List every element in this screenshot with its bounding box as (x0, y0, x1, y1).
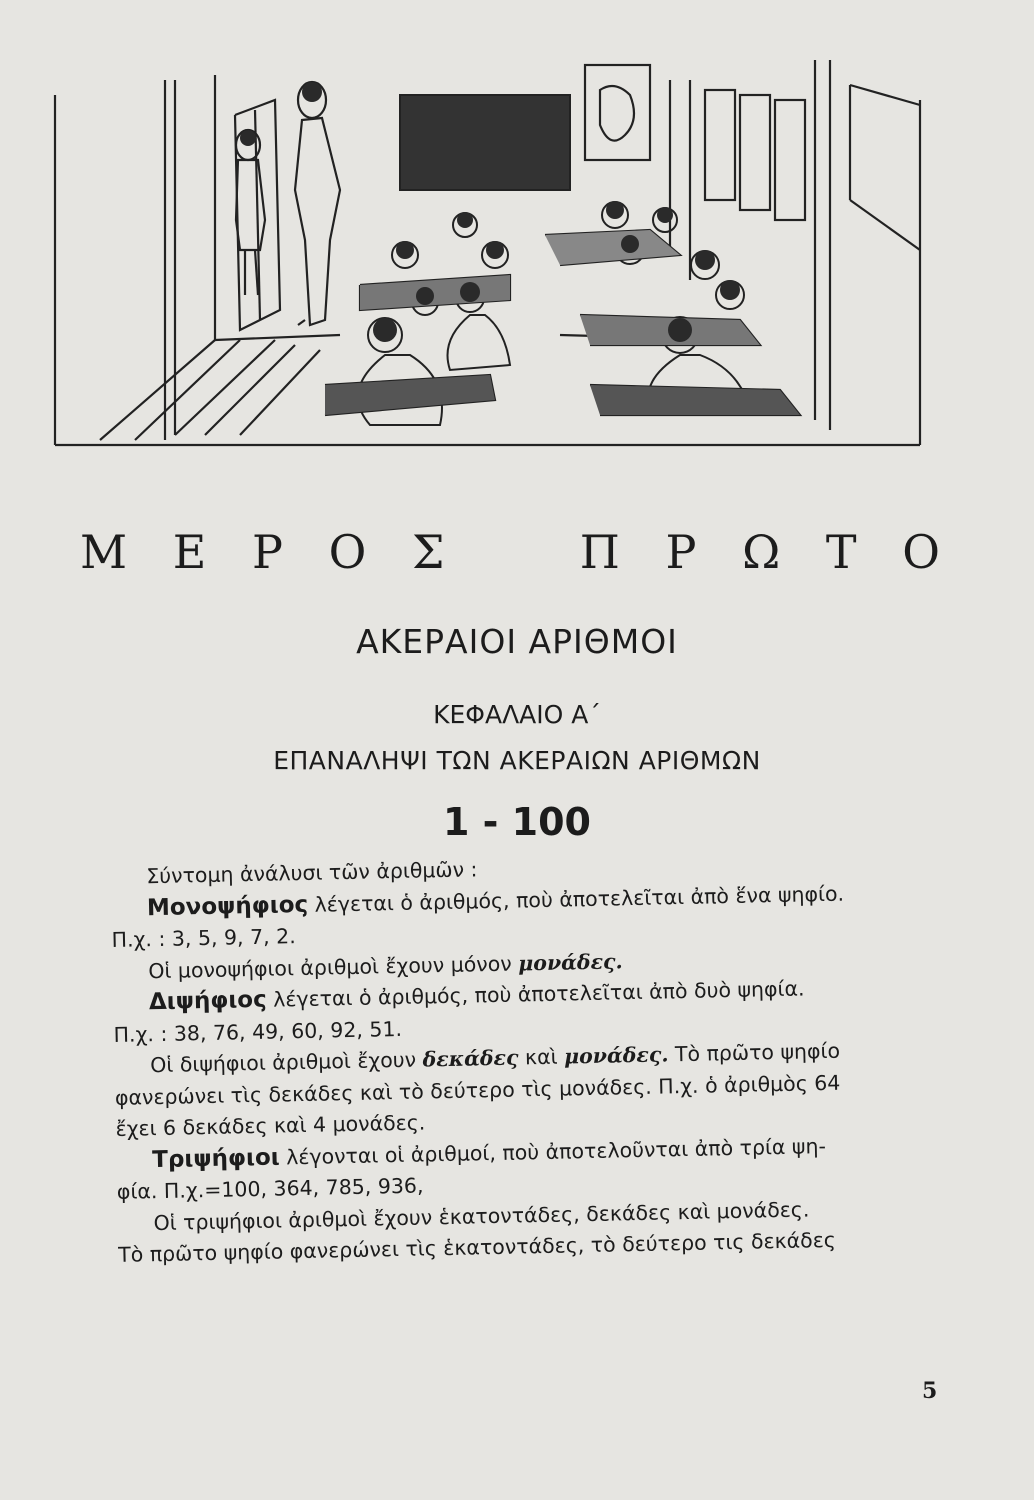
text-span: Π.χ. : 3, 5, 9, 7, 2. (111, 924, 296, 952)
part-title-letter: Ο (328, 525, 367, 579)
text-span: φία. Π.χ.=100, 364, 785, 936, (116, 1173, 424, 1204)
text-span: λέγεται ὁ ἀριθμός, ποὺ ἀποτελεῖται ἀπὸ ἕνα ψηφίο. (307, 881, 845, 917)
chapter-subtitle: ΕΠΑΝΑΛΗΨΙ ΤΩΝ ΑΚΕΡΑΙΩΝ ΑΡΙΘΜΩΝ (273, 746, 761, 775)
part-title-letter: Τ (825, 525, 857, 579)
text-span: λέγεται ὁ ἀριθμός, ποὺ ἀποτελεῖται ἀπὸ δυὸ ψηφία. (266, 976, 805, 1012)
text-span: καὶ (518, 1044, 565, 1070)
text-span: Τὸ πρῶτο ψηφίο φανερώνει τὶς ἑκατοντάδες, τὸ δεύτερο τις δεκάδες (117, 1227, 837, 1267)
term-tripsifioi: Τριψήφιοι (151, 1144, 280, 1173)
body-text (110, 845, 948, 1272)
text-span: ἔχει 6 δεκάδες καὶ 4 μονάδες. (115, 1110, 426, 1141)
part-title-letter: Ε (172, 525, 207, 579)
part-title (80, 525, 940, 579)
text-span: φανερώνει τὶς δεκάδες καὶ τὸ δεύτερο τὶς μονάδες. Π.χ. ὁ ἀριθμὸς 64 (114, 1070, 841, 1110)
page-number: 5 (922, 1378, 938, 1404)
text-span: Οἱ μονοψήφιοι ἀριθμοὶ ἔχουν μόνον (148, 950, 519, 983)
part-title-letter: Π (579, 525, 620, 579)
emphasis: δεκάδες (422, 1045, 519, 1072)
text-span: Οἱ διψήφιοι ἀριθμοὶ ἔχουν (150, 1047, 423, 1078)
section-title: ΑΚΕΡΑΙΟΙ ΑΡΙΘΜΟΙ (356, 622, 678, 661)
part-title-letter: Ω (742, 525, 781, 579)
text-span: Σύντομη ἀνάλυσι τῶν ἀριθμῶν : (146, 857, 478, 889)
text-span: λέγονται οἱ ἀριθμοί, ποὺ ἀποτελοῦνται ἀπὸ τρία ψη- (279, 1133, 827, 1170)
number-range-heading: 1 - 100 (443, 800, 591, 844)
part-title-letter: Ρ (251, 525, 283, 579)
text-span: Τὸ πρῶτο ψηφίο (668, 1038, 841, 1067)
term-monopsifios: Μονοψήφιος (146, 891, 309, 921)
emphasis: μονάδες. (563, 1042, 669, 1069)
text-span: Οἱ τριψήφιοι ἀριθμοὶ ἔχουν ἑκατοντάδες, δεκάδες καὶ μονάδες. (153, 1196, 810, 1235)
term-dipsifios: Διψήφιος (148, 986, 267, 1016)
chapter-heading: ΚΕΦΑΛΑΙΟ Α΄ (433, 700, 601, 729)
part-title-letter: Μ (80, 525, 128, 579)
emphasis: μονάδες. (517, 948, 623, 975)
part-title-letter: Σ (411, 525, 445, 579)
classroom-illustration (40, 40, 940, 470)
text-span: Π.χ. : 38, 76, 49, 60, 92, 51. (113, 1016, 403, 1047)
part-title-letter: Ρ (665, 525, 697, 579)
part-title-letter: Ο (902, 525, 940, 579)
